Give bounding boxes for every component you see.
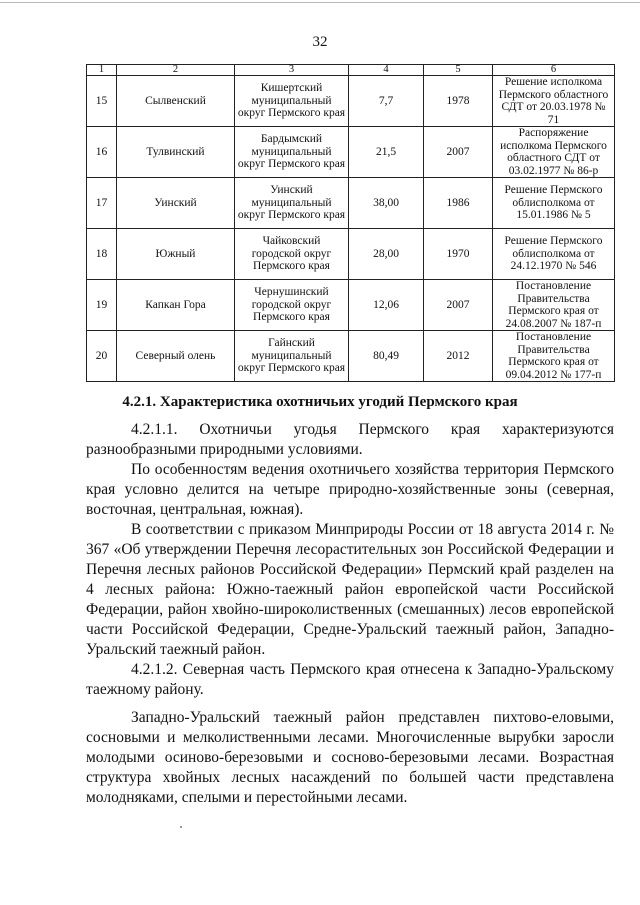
area-name: Сылвенский (117, 76, 235, 127)
table-header-row (87, 65, 615, 76)
year: 2012 (424, 331, 493, 382)
area-size: 7,7 (349, 76, 424, 127)
municipality: Гайнский муниципальный округ Пермского края (235, 331, 349, 382)
row-index: 18 (87, 229, 117, 280)
year: 1970 (424, 229, 493, 280)
area-size: 12,06 (349, 280, 424, 331)
year: 2007 (424, 127, 493, 178)
hunting-areas-table (86, 64, 615, 382)
column-number-header: 4 (349, 65, 424, 76)
row-index: 15 (87, 76, 117, 127)
area-size: 21,5 (349, 127, 424, 178)
body-paragraph: 4.2.1.2. Северная часть Пермского края отнесена к Западно-Уральскому таежному району. (86, 661, 614, 698)
municipality: Чайковский городской округ Пермского края (235, 229, 349, 280)
year: 1978 (424, 76, 493, 127)
body-paragraph: По особенностям ведения охотничьего хозяйства территория Пермского края условно делится на четыре природно-хозяйственные зоны (северная, восточная, центральная, южная). (86, 461, 614, 518)
row-index: 20 (87, 331, 117, 382)
area-name: Тулвинский (117, 127, 235, 178)
legal-document: Решение исполкома Пермского областного СДТ от 20.03.1978 № 71 (493, 76, 615, 127)
table-row (87, 178, 615, 229)
column-number-header: 1 (87, 65, 117, 76)
area-name: Южный (117, 229, 235, 280)
table-row (87, 229, 615, 280)
area-name: Уинский (117, 178, 235, 229)
legal-document: Решение Пермского облисполкома от 15.01.1986 № 5 (493, 178, 615, 229)
area-size: 38,00 (349, 178, 424, 229)
column-number-header: 5 (424, 65, 493, 76)
legal-document: Постановление Правительства Пермского края от 09.04.2012 № 177-п (493, 331, 615, 382)
legal-document: Решение Пермского облисполкома от 24.12.1970 № 546 (493, 229, 615, 280)
body-paragraph: 4.2.1.1. Охотничьи угодья Пермского края характеризуются разнообразными природными условиями. (86, 421, 614, 458)
page-number: 32 (312, 34, 328, 50)
column-number-header: 2 (117, 65, 235, 76)
area-size: 80,49 (349, 331, 424, 382)
municipality: Кишертский муниципальный округ Пермского края (235, 76, 349, 127)
top-border-line (0, 2, 640, 3)
section-body (86, 420, 614, 808)
legal-document: Распоряжение исполкома Пермского областного СДТ от 03.02.1977 № 86-р (493, 127, 615, 178)
year: 2007 (424, 280, 493, 331)
column-number-header: 3 (235, 65, 349, 76)
body-paragraph: В соответствии с приказом Минприроды России от 18 августа 2014 г. № 367 «Об утверждении Перечня лесорастительных зон Российской Федерации и Перечня лесных районов Российской Федерации» Пермский край разделен на 4 лесных района: Южно-таежный район европейской части Российской Федерации, район хвойно-широколиственных (смешанных) лесов европейской части Российской Федерации, Средне-Уральский таежный район, Западно-Уральский таежный район. (86, 521, 614, 658)
body-paragraph: Западно-Уральский таежный район представлен пихтово-еловыми, сосновыми и мелколиственными лесами. Многочисленные вырубки заросли молодыми осиново-березовыми и сосново-березовыми лесами. Возрастная структура хвойных лесных насаждений по большей части представлена молодняками, спелыми и перестойными лесами. (86, 709, 614, 806)
municipality: Уинский муниципальный округ Пермского края (235, 178, 349, 229)
municipality: Чернушинский городской округ Пермского края (235, 280, 349, 331)
table-row (87, 76, 615, 127)
row-index: 16 (87, 127, 117, 178)
column-number-header: 6 (493, 65, 615, 76)
area-name: Капкан Гора (117, 280, 235, 331)
legal-document: Постановление Правительства Пермского края от 24.08.2007 № 187-п (493, 280, 615, 331)
section-heading: 4.2.1. Характеристика охотничьих угодий Пермского края (122, 394, 518, 410)
table-row (87, 331, 615, 382)
year: 1986 (424, 178, 493, 229)
table-row (87, 127, 615, 178)
row-index: 19 (87, 280, 117, 331)
row-index: 17 (87, 178, 117, 229)
table-row (87, 280, 615, 331)
scan-speck (180, 826, 182, 828)
area-name: Северный олень (117, 331, 235, 382)
area-size: 28,00 (349, 229, 424, 280)
municipality: Бардымский муниципальный округ Пермского края (235, 127, 349, 178)
